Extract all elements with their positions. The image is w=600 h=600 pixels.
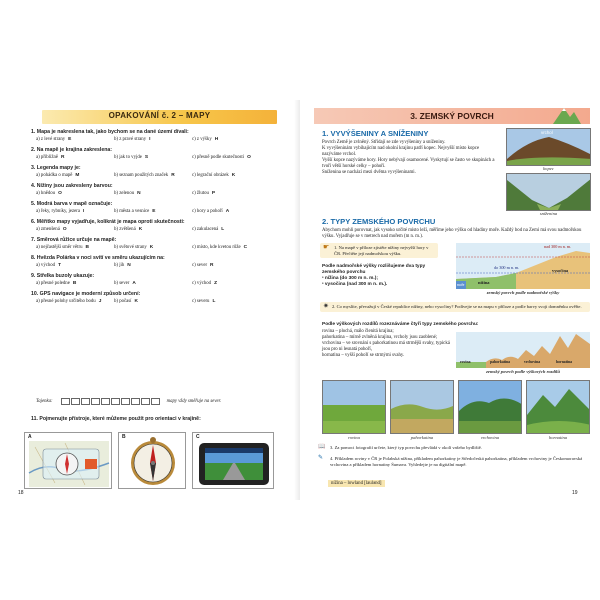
altitude-lead: Podle nadmořské výšky rozlišujeme dva typy zemského povrchu: [322, 264, 426, 275]
list-item: rovina – plochá, málo členitá krajina;: [322, 329, 394, 334]
paragraph: Vyšší kopce nazýváme hory. Hory nebývají osamocené. Vyskytují se často ve skupinách a tvoří větší horské celky – pohoří.: [322, 158, 495, 169]
answer-option-code: L: [212, 298, 216, 304]
answer-option-label: a) řeky, rybníky, jezera: [36, 208, 80, 214]
answer-option-code: T: [58, 262, 61, 268]
image-letter-b: B: [122, 434, 126, 440]
list-item: vrchovina – ve srovnání s pahorkatinou má strmější svahy, typická jsou pro ni lesnatá pohoří,: [322, 341, 450, 352]
answer-option-code: O: [58, 190, 62, 196]
answer-option[interactable]: [109, 227, 187, 233]
answer-option[interactable]: [187, 227, 265, 233]
altitude-item-highland: vysočina (nad 300 m n. m.).: [324, 282, 388, 287]
image-tile-a: [24, 432, 112, 489]
exercise-4: [318, 456, 592, 467]
photo-caption: rovina: [348, 435, 360, 440]
valley-photo-image: [507, 174, 591, 211]
list-item: pahorkatina – mírně zvlněná krajina, vrcholy jsou zaoblené;: [322, 335, 438, 340]
photo-hills: [390, 380, 454, 434]
answer-option-label: c) zakulacená: [192, 226, 219, 232]
question-text: 8. Hvězda Polárka v noci svítí ve směru ukazujícím na:: [31, 255, 165, 261]
note-box-1: [320, 243, 438, 258]
paragraph: Povrch Země je zvlněný. Střídají se zde vyvýšeniny a sníženiny.: [322, 140, 446, 145]
answer-option[interactable]: [109, 281, 187, 287]
answer-option[interactable]: [31, 263, 109, 269]
answer-option-code: N: [127, 262, 131, 268]
answer-option-label: c) žlutou: [192, 190, 209, 196]
answer-option-label: b) jih: [114, 262, 125, 268]
altitude-profile-image: [456, 243, 590, 289]
answer-option[interactable]: [109, 137, 187, 143]
answer-option[interactable]: [187, 245, 265, 251]
list-item: • nížina (do 300 m n. m.);: [322, 276, 378, 281]
answer-option-code: Z: [214, 280, 217, 286]
answer-option[interactable]: [31, 245, 109, 251]
tajenka-box[interactable]: [151, 398, 160, 405]
section-2-text: Abychom mohli porovnat, jak vysoko určité místo leží, měříme jeho výšku od hladiny moře. Každý bod na Zemi má svou nadmořskou výšku. Vyjadřuje se v metrech nad mořem (m n. m.).: [322, 228, 582, 239]
photo-caption: hornatina: [548, 435, 568, 440]
answer-option-label: a) přesné poledne: [36, 280, 70, 286]
answer-option-label: c) východ: [192, 280, 212, 286]
section-1-text: [322, 140, 497, 176]
answer-option-code: A: [225, 208, 230, 214]
question-text: 3. Legenda mapy je:: [31, 165, 81, 171]
answer-option-code: N: [137, 190, 141, 196]
question-9: [31, 273, 286, 287]
answer-option-label: c) sever: [192, 262, 208, 268]
answer-option-label: a) zmenšená: [36, 226, 60, 232]
answer-option[interactable]: [187, 155, 265, 161]
relief-list: [322, 329, 452, 359]
answer-option-label: a) přibližně: [36, 154, 58, 160]
section-1-title: 1. VYVÝŠENINY A SNÍŽENINY: [322, 129, 429, 138]
relief-label-highlands: vrchovina: [524, 360, 541, 364]
answer-option-label: c) přesně podle skutečnosti: [192, 154, 245, 160]
diagram-label-above-300: nad 300 m n. m.: [544, 244, 572, 249]
answer-option-code: A: [132, 280, 136, 286]
answer-option[interactable]: [31, 227, 109, 233]
question-text: 5. Modrá barva v mapě označuje:: [31, 201, 113, 207]
tajenka-box[interactable]: [111, 398, 120, 405]
answer-option[interactable]: [109, 245, 187, 251]
answer-option-label: a) pohádka o mapě: [36, 172, 73, 178]
hills-photo-image: [391, 381, 454, 434]
note-box-2: [320, 302, 590, 312]
question-8: [31, 255, 286, 269]
photo-caption: vrchovina: [480, 435, 500, 440]
question-10: [31, 291, 286, 305]
altitude-item-lowland: nížina (do 300 m n. m.);: [324, 276, 378, 281]
answer-option-code: K: [134, 298, 138, 304]
answer-option[interactable]: [31, 191, 109, 197]
answer-option-label: a) nejčastější směr větru: [36, 244, 83, 250]
section-2-title: 2. TYPY ZEMSKÉHO POVRCHU: [322, 217, 436, 226]
answer-option[interactable]: [187, 263, 265, 269]
question-1: [31, 129, 286, 143]
relief-label-mountains: hornatina: [556, 360, 573, 364]
map-compass-icon: [25, 433, 113, 490]
answer-options: [31, 299, 286, 305]
note-1-text: 1. Na mapě v příloze zjistěte nížiny nejvyšší hory v ČR. Přečtěte její nadmořskou výšku.: [334, 245, 429, 256]
answer-options: [31, 191, 286, 197]
answer-option-code: E: [152, 208, 156, 214]
answer-option[interactable]: [109, 173, 187, 179]
answer-option-code: H: [214, 136, 219, 142]
answer-option-label: a) východ: [36, 262, 56, 268]
answer-option-label: b) jak to vyjde: [114, 154, 142, 160]
question-text: 2. Na mapě je krajina zakreslena:: [31, 147, 113, 153]
answer-option-code: J: [98, 298, 102, 304]
answer-option-label: b) zelenou: [114, 190, 135, 196]
relief-label-hills: pahorkatina: [490, 360, 511, 364]
answer-option[interactable]: [31, 173, 109, 179]
tajenka-row: [36, 398, 221, 405]
answer-options: [31, 137, 286, 143]
answer-option-code: B: [85, 244, 89, 250]
answer-option[interactable]: [31, 299, 109, 305]
answer-option-label: b) počasí: [114, 298, 132, 304]
answer-option-code: R: [171, 172, 175, 178]
list-item: hornatina – vyšší pohoří se strmými svahy.: [322, 353, 405, 358]
photo-hill: [506, 128, 591, 166]
question-6: [31, 219, 286, 233]
photo-highlands: [458, 380, 522, 434]
hand-pointer-icon: ☛: [323, 243, 330, 251]
answer-option-label: b) sever: [114, 280, 130, 286]
tajenka-box[interactable]: [71, 398, 80, 405]
diagram-1-caption: zemský povrch podle nadmořské výšky: [486, 290, 560, 295]
answer-option[interactable]: [31, 209, 109, 215]
answer-options: [31, 155, 286, 161]
answer-option-label: a) hnědou: [36, 190, 56, 196]
answer-option-code: E: [68, 136, 72, 142]
answer-option-code: K: [138, 226, 143, 232]
relief-lead: [322, 322, 592, 328]
tajenka-boxes: [61, 398, 161, 405]
answer-option[interactable]: [109, 209, 187, 215]
plain-photo-image: [323, 381, 386, 434]
answer-option-code: M: [75, 172, 80, 178]
question-7: [31, 237, 286, 251]
answer-option[interactable]: [187, 281, 265, 287]
tajenka-box[interactable]: [81, 398, 90, 405]
answer-option-label: c) místo, kde kvetou růže: [192, 244, 241, 250]
altitude-list: [322, 264, 440, 288]
question-5: [31, 201, 286, 215]
answer-option-code: P: [211, 190, 216, 196]
answer-option-label: c) z výšky: [192, 136, 212, 142]
right-page-title: 3. ZEMSKÝ POVRCH: [410, 111, 494, 121]
diagram-label-below-300: do 300 m n. m.: [494, 265, 520, 270]
textbook-spread: [0, 100, 600, 500]
image-tile-b: [118, 432, 186, 489]
answer-option-label: c) severu: [192, 298, 210, 304]
vocabulary-box: nížina – lowland [laulənd]: [328, 480, 385, 487]
answer-option-code: R: [210, 262, 214, 268]
answer-option-label: a) přesné polohy určitého bodu: [36, 298, 96, 304]
relief-lead-text: Podle výškových rozdílů rozeznáváme čtyři typy zemského povrchu:: [322, 322, 479, 327]
answer-option[interactable]: [31, 137, 109, 143]
exercise-3-text: 3. Za pomoci fotografií určete, který typ povrchu převládá v okolí vašeho bydliště.: [330, 445, 482, 450]
answer-option[interactable]: [187, 209, 265, 215]
altitude-diagram: [456, 243, 590, 297]
answer-option-label: c) legrační obrázek: [192, 172, 229, 178]
question-text: 9. Střelka buzoly ukazuje:: [31, 273, 95, 279]
answer-option[interactable]: [187, 173, 265, 179]
tajenka-box[interactable]: [141, 398, 150, 405]
diagram-label-lowland: nížina: [478, 280, 490, 285]
answer-option[interactable]: [187, 191, 265, 197]
diagram-label-sea: moře: [457, 283, 465, 287]
question-2: [31, 147, 286, 161]
answer-option-label: b) města a vesnice: [114, 208, 150, 214]
answer-option-label: c) hory a pohoří: [192, 208, 223, 214]
answer-option-label: a) z levé strany: [36, 136, 66, 142]
answer-option-code: O: [62, 226, 67, 232]
right-page-number: 19: [572, 490, 578, 496]
gps-device-icon: [193, 433, 275, 490]
tajenka-box[interactable]: [121, 398, 130, 405]
right-page: [300, 100, 600, 500]
answer-option-code: L: [221, 226, 225, 232]
answer-option-code: O: [247, 154, 251, 160]
question-text: 1. Mapa je nakreslena tak, jako bychom se na dané území dívali:: [31, 129, 189, 135]
answer-option-code: I: [83, 208, 85, 214]
photo-caption-hill: kopec: [543, 166, 554, 171]
answer-option[interactable]: [109, 155, 187, 161]
paragraph: K vyvýšeninám vybíhajícím nad okolní krajinu patří kopec. Nejvyšší místo kopce nazýváme vrchol.: [322, 146, 480, 157]
left-page-number: 18: [18, 490, 24, 496]
answer-option-code: K: [149, 244, 154, 250]
tajenka-box[interactable]: [131, 398, 140, 405]
answer-option-code: B: [72, 280, 77, 286]
image-tile-c: [192, 432, 274, 489]
highlands-photo-image: [459, 381, 522, 434]
right-page-header: [314, 108, 590, 124]
photo-label-peak: vrchol: [541, 130, 553, 135]
tajenka-note: mapy vždy směřuje na sever.: [166, 399, 222, 404]
mountains-photo-image: [527, 381, 590, 434]
question-text: 4. Nížiny jsou zakresleny barvou:: [31, 183, 113, 189]
answer-options: [31, 281, 286, 287]
diagram-2-caption: zemský povrch podle výškových rozdílů: [486, 369, 560, 374]
left-page: [0, 100, 300, 500]
answer-options: [31, 209, 286, 215]
photo-caption-valley: sníženina: [539, 211, 558, 216]
answer-option[interactable]: [109, 191, 187, 197]
question-11: [31, 416, 286, 422]
answer-option-code: S: [144, 154, 149, 160]
answer-option-code: I: [149, 136, 151, 142]
answer-option[interactable]: [187, 299, 265, 305]
answer-option-label: b) světové strany: [114, 244, 147, 250]
compass-icon: [119, 433, 187, 490]
question-text: 10. GPS navigace je moderní způsob určení:: [31, 291, 141, 297]
answer-options: [31, 245, 286, 251]
paragraph: Sníženina se nachází mezi dvěma vyvýšeninami.: [322, 170, 416, 175]
book-icon: 📖: [318, 444, 326, 450]
answer-option[interactable]: [109, 263, 187, 269]
question-text: 6. Měřítko mapy vyjadřuje, kolikrát je mapa oproti skutečnosti:: [31, 219, 185, 225]
answer-option-code: R: [60, 154, 65, 160]
left-page-header: [42, 110, 277, 124]
tajenka-label: Tajenka:: [36, 399, 53, 404]
answer-option-label: b) z pravé strany: [114, 136, 147, 142]
answer-option[interactable]: [109, 299, 187, 305]
question-3: [31, 165, 286, 179]
exercise-3: [318, 445, 592, 451]
image-letter-a: A: [28, 434, 32, 440]
answer-option[interactable]: [31, 281, 109, 287]
relief-label-plain: rovina: [460, 360, 471, 364]
photo-caption: pahorkatina: [410, 435, 434, 440]
question-11-text: 11. Pojmenujte přístroje, které můžeme použít pro orientaci v krajině:: [31, 416, 201, 422]
relief-diagram: [456, 332, 590, 376]
photo-mountains: [526, 380, 590, 434]
pencil-icon: ✎: [318, 455, 324, 461]
mountain-icon: [552, 105, 582, 125]
answer-option-label: b) seznam použitých značek: [114, 172, 169, 178]
photo-valley: [506, 173, 591, 211]
note-2-text: 2. Co myslíte, převažují v České republice nížiny, nebo vysočiny? Podívejte se na mapu v příloze a podle barvy svoji domněnku ověřte.: [332, 304, 582, 309]
question-text: 7. Směrová růžice určuje na mapě:: [31, 237, 117, 243]
list-item: • vysočina (nad 300 m n. m.).: [322, 282, 388, 287]
answer-options: [31, 173, 286, 179]
left-page-title: OPAKOVÁNÍ č. 2 – MAPY: [108, 111, 211, 120]
answer-option[interactable]: [187, 137, 265, 143]
tajenka-box[interactable]: [91, 398, 100, 405]
star-icon: ✷: [323, 302, 329, 310]
answer-options: [31, 263, 286, 269]
question-4: [31, 183, 286, 197]
diagram-label-highland: vysočina: [552, 268, 569, 273]
answer-options: [31, 227, 286, 233]
image-letter-c: C: [196, 434, 200, 440]
answer-option[interactable]: [31, 155, 109, 161]
answer-option-code: C: [243, 244, 248, 250]
tajenka-box[interactable]: [101, 398, 110, 405]
answer-option-code: K: [231, 172, 236, 178]
tajenka-box[interactable]: [61, 398, 70, 405]
photo-plain: [322, 380, 386, 434]
exercise-4-text: 4. Příkladem roviny v ČR je Polabská nížina, příkladem pahorkatiny je Středočeská pahorkatina, příkladem vrchoviny je Českomoravská vrchovina a příkladem hornatiny Šumava. Vyhledejte je na digitální mapě.: [330, 456, 583, 467]
answer-option-label: b) zvětšená: [114, 226, 136, 232]
